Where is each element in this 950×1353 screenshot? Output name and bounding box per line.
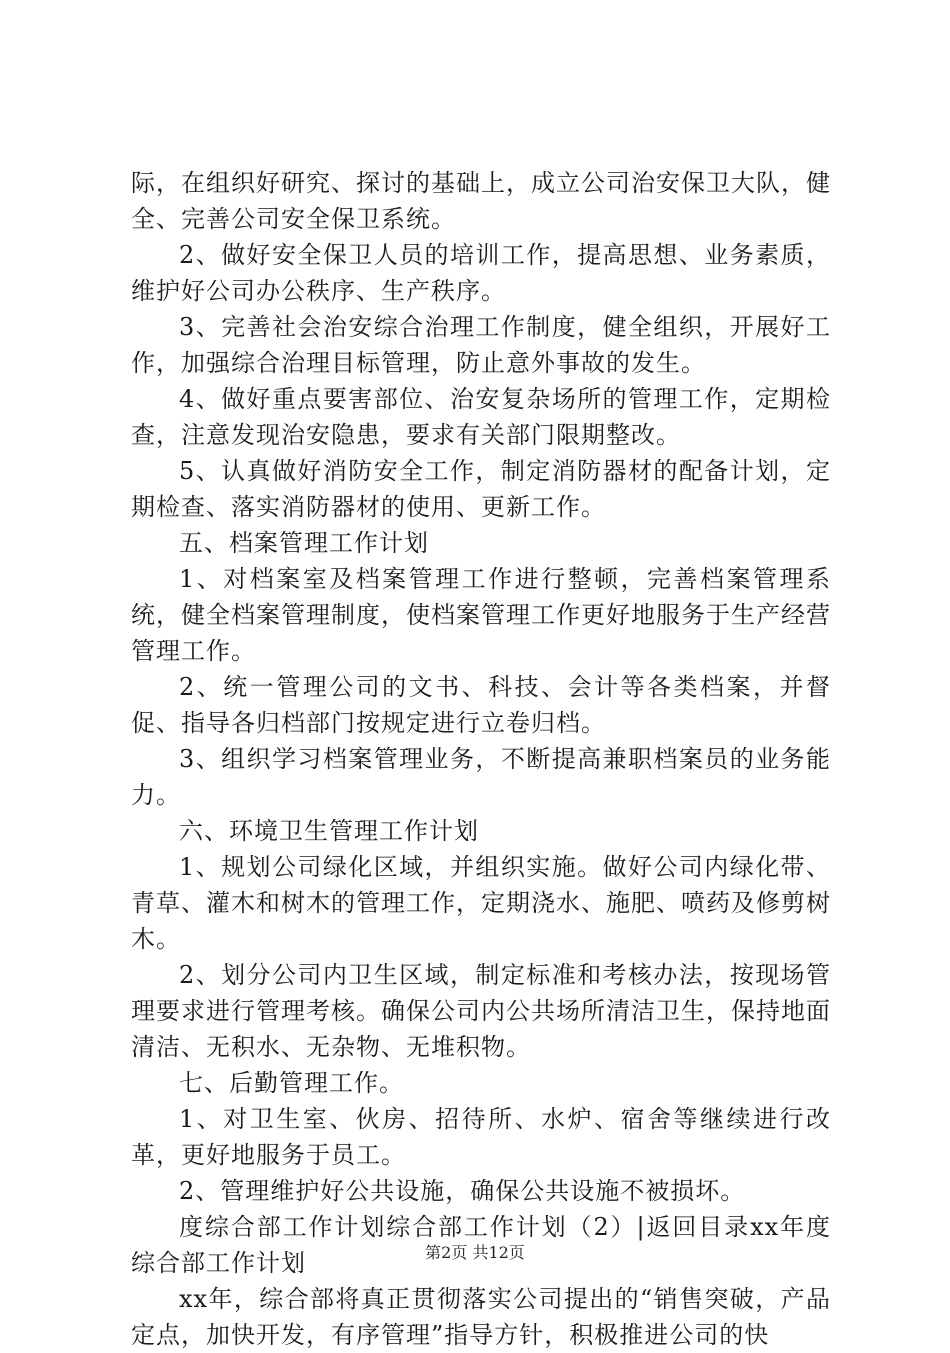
paragraph: 3、完善社会治安综合治理工作制度，健全组织，开展好工作，加强综合治理目标管理，防止意外事故的发生。 xyxy=(131,313,831,377)
paragraph: 际，在组织好研究、探讨的基础上，成立公司治安保卫大队，健全、完善公司安全保卫系统。 xyxy=(131,169,831,233)
paragraph: 2、统一管理公司的文书、科技、会计等各类档案，并督促、指导各归档部门按规定进行立卷归档。 xyxy=(131,673,831,737)
paragraph: 2、做好安全保卫人员的培训工作，提高思想、业务素质，维护好公司办公秩序、生产秩序。 xyxy=(131,241,831,305)
paragraph: 3、组织学习档案管理业务，不断提高兼职档案员的业务能力。 xyxy=(131,745,831,809)
paragraph: 1、规划公司绿化区域，并组织实施。做好公司内绿化带、青草、灌木和树木的管理工作，定期浇水、施肥、喷药及修剪树木。 xyxy=(131,853,831,953)
paragraph: 4、做好重点要害部位、治安复杂场所的管理工作，定期检查，注意发现治安隐患，要求有关部门限期整改。 xyxy=(131,385,831,449)
paragraph: 度综合部工作计划综合部工作计划（2）|返回目录xx年度综合部工作计划 xyxy=(131,1213,831,1277)
page-footer: 第2页 共12页 xyxy=(425,1243,525,1262)
paragraph: 5、认真做好消防安全工作，制定消防器材的配备计划，定期检查、落实消防器材的使用、更新工作。 xyxy=(131,457,831,521)
paragraph: 1、对档案室及档案管理工作进行整顿，完善档案管理系统，健全档案管理制度，使档案管理工作更好地服务于生产经营管理工作。 xyxy=(131,565,831,665)
paragraph: xx年，综合部将真正贯彻落实公司提出的“销售突破，产品定点，加快开发，有序管理”指导方针，积极推进公司的快 xyxy=(131,1285,831,1349)
paragraph: 六、环境卫生管理工作计划 xyxy=(179,817,479,845)
document-body xyxy=(131,165,831,1353)
paragraph: 五、档案管理工作计划 xyxy=(179,529,429,557)
paragraph: 七、后勤管理工作。 xyxy=(179,1069,404,1097)
paragraph: 2、管理维护好公共设施，确保公共设施不被损坏。 xyxy=(179,1177,746,1205)
paragraph: 2、划分公司内卫生区域，制定标准和考核办法，按现场管理要求进行管理考核。确保公司内公共场所清洁卫生，保持地面清洁、无积水、无杂物、无堆积物。 xyxy=(131,961,831,1061)
paragraph: 1、对卫生室、伙房、招待所、水炉、宿舍等继续进行改革，更好地服务于员工。 xyxy=(131,1105,831,1169)
